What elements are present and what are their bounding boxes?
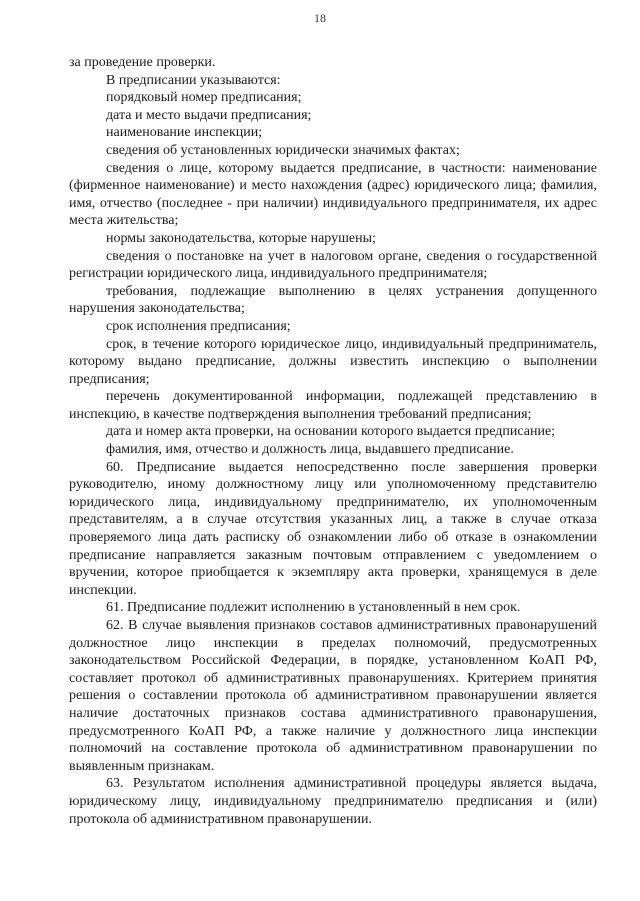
paragraph-item-person: сведения о лице, которому выдается предписание, в частности: наименование (фирменное наименование) и место нахождения (адрес) юридического лица; фамилия, имя, отчество (последнее - при наличии) индивидуального предпринимателя, их адрес места жительства; [69, 160, 597, 229]
paragraph-item-date: дата и место выдачи предписания; [106, 107, 312, 123]
paragraph-item-act: дата и номер акта проверки, на основании которого выдается предписание; [106, 424, 556, 440]
paragraph-item-number: порядковый номер предписания; [106, 90, 302, 106]
paragraph-list-intro: В предписании указываются: [106, 72, 281, 88]
paragraph-61: 61. Предписание подлежит исполнению в установленный в нем срок. [106, 600, 521, 616]
paragraph-item-notify-term: срок, в течение которого юридическое лицо, индивидуальный предприниматель, которому выдано предписание, должны известить инспекцию о выполнении предписания; [69, 336, 597, 387]
page-number: 18 [314, 11, 326, 25]
paragraph-item-official: фамилия, имя, отчество и должность лица, выдавшего предписание. [106, 442, 514, 458]
paragraph-63: 63. Результатом исполнения административной процедуры является выдача, юридическому лицу, индивидуальному предпринимателю предписания и (или) протокола об административном правонарушении. [69, 776, 597, 827]
paragraph-item-registration: сведения о постановке на учет в налоговом органе, сведения о государственной регистрации юридического лица, индивидуального предпринимателя; [69, 248, 597, 282]
paragraph-continuation: за проведение проверки. [69, 55, 216, 70]
paragraph-item-documents: перечень документированной информации, подлежащей представлению в инспекцию, в качестве подтверждения выполнения требований предписания; [69, 389, 597, 422]
paragraph-item-norms: нормы законодательства, которые нарушены; [106, 230, 376, 246]
paragraph-62: 62. В случае выявления признаков составов административных правонарушений должностное лицо инспекции в пределах полномочий, предусмотренных законодательством Российской Федерации, в порядке, установленном КоАП РФ, составляет протокол об административных правонарушениях. Критерием принятия решения о составлении протокола об административном правонарушении является наличие достаточных признаков состава административного правонарушения, предусмотренного КоАП РФ, а также наличие у должностного лица инспекции полномочий на составление протокола об административном правонарушении по выявленным признакам. [69, 618, 597, 774]
paragraph-item-requirements: требования, подлежащие выполнению в целях устранения допущенного нарушения законодательства; [69, 283, 597, 317]
paragraph-item-deadline: срок исполнения предписания; [106, 318, 291, 334]
document-body [69, 54, 597, 828]
paragraph-item-inspection: наименование инспекции; [106, 125, 263, 141]
paragraph-60: 60. Предписание выдается непосредственно после завершения проверки руководителю, иному должностному лицу или уполномоченному представителю юридического лица, индивидуальному предпринимателю, их уполномоченным представителям, а в случае отсутствия указанных лиц, а также в случае отказа проверяемого лица дать расписку об ознакомлении либо об отказе в ознакомлении предписание направляется заказным почтовым отправлением с уведомлением о вручении, которое приобщается к экземпляру акта проверки, хранящемуся в деле инспекции. [69, 459, 597, 598]
paragraph-item-facts: сведения об установленных юридически значимых фактах; [106, 142, 460, 158]
